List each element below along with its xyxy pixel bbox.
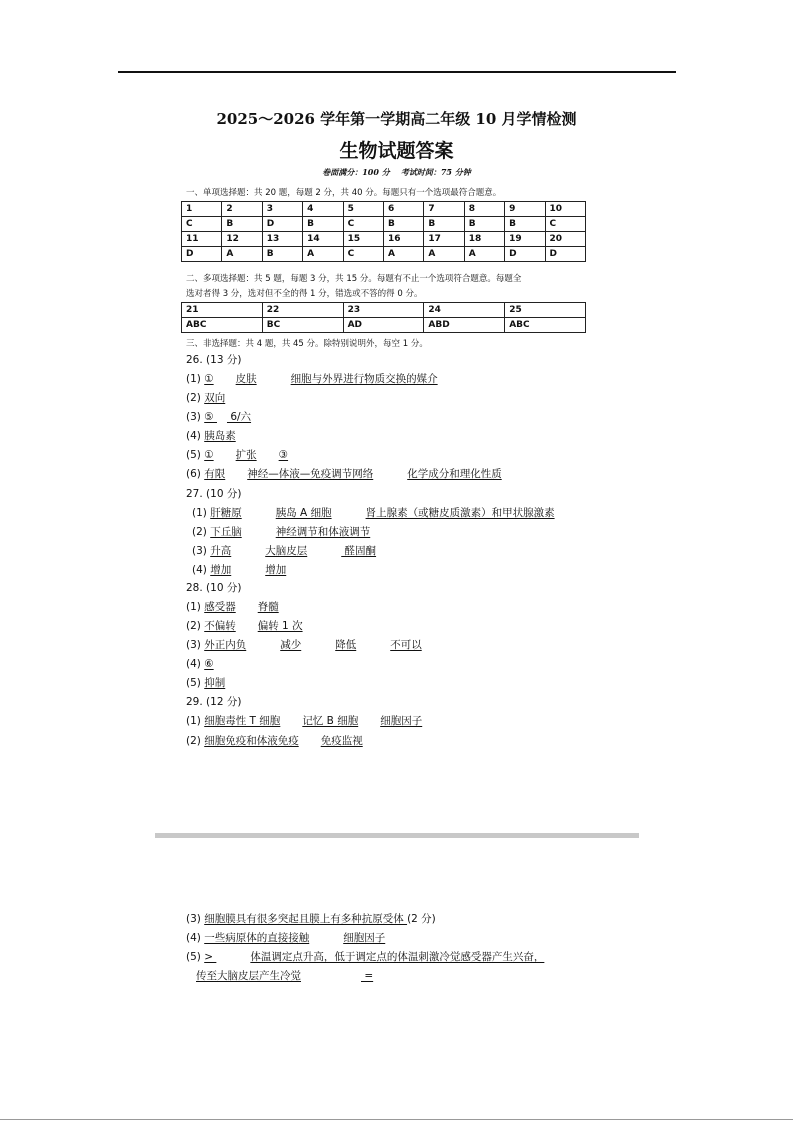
item-num: (2) bbox=[192, 526, 211, 538]
answer-blank: 脊髓 bbox=[257, 601, 279, 613]
table-cell: B bbox=[383, 217, 423, 232]
table-row bbox=[182, 247, 586, 262]
table-cell: 5 bbox=[343, 202, 383, 217]
table-cell: D bbox=[262, 217, 302, 232]
answer-title: 生物试题答案 bbox=[339, 140, 454, 162]
item-num: (6) bbox=[186, 468, 205, 480]
answer-blank: ③ bbox=[278, 449, 289, 461]
table-cell: 14 bbox=[303, 232, 343, 247]
q26-title: 26. (13 分) bbox=[186, 354, 242, 366]
answer-blank: 增加 bbox=[265, 564, 287, 576]
answer-blank: 化学成分和理化性质 bbox=[407, 468, 502, 480]
table-cell: B bbox=[303, 217, 343, 232]
table-cell: B bbox=[424, 217, 464, 232]
section1-heading: 一、单项选择题：共 20 题，每题 2 分，共 40 分。每题只有一个选项最符合题意。 bbox=[186, 188, 502, 198]
q28-answer-2 bbox=[186, 618, 303, 634]
table-cell: A bbox=[424, 247, 464, 262]
bottom-rule bbox=[0, 1119, 793, 1120]
page-divider bbox=[155, 833, 639, 838]
answer-blank: 不偏转 bbox=[204, 620, 236, 632]
answer-blank: 一些病原体的直接接触 bbox=[204, 932, 310, 944]
answer-blank: 减少 bbox=[280, 639, 302, 651]
table-cell: 10 bbox=[545, 202, 585, 217]
item-num: (5) bbox=[186, 677, 205, 689]
table-cell: 6 bbox=[383, 202, 423, 217]
table-cell: D bbox=[545, 247, 585, 262]
table-cell: 3 bbox=[262, 202, 302, 217]
table-cell: A bbox=[222, 247, 262, 262]
table-cell: 22 bbox=[262, 303, 343, 318]
item-num: (2) bbox=[186, 620, 205, 632]
answer-blank: 降低 bbox=[335, 639, 357, 651]
answer-blank: 胰岛 A 细胞 bbox=[275, 507, 332, 519]
answer-blank: 记忆 B 细胞 bbox=[302, 715, 359, 727]
q28-answer-1 bbox=[186, 599, 279, 615]
q26-answer-5 bbox=[186, 447, 288, 463]
answer-blank: 肝糖原 bbox=[210, 507, 242, 519]
answer-blank: 扩张 bbox=[235, 449, 257, 461]
answer-blank: 肾上腺素（或糖皮质激素）和甲状腺激素 bbox=[365, 507, 555, 519]
single-choice-table bbox=[181, 201, 586, 262]
item-num: (3) bbox=[186, 639, 205, 651]
table-row bbox=[182, 303, 586, 318]
table-cell: 23 bbox=[343, 303, 424, 318]
top-rule bbox=[118, 71, 676, 73]
q29-answer-3 bbox=[186, 911, 436, 927]
q26-answer-3 bbox=[186, 409, 251, 425]
answer-blank: 醛固酮 bbox=[341, 545, 377, 557]
q27-answer-3 bbox=[192, 543, 376, 559]
q28-answer-4 bbox=[186, 656, 214, 672]
table-cell: B bbox=[464, 217, 504, 232]
answer-blank: 细胞免疫和体液免疫 bbox=[204, 735, 299, 747]
item-num: (3) bbox=[192, 545, 211, 557]
q27-answer-2 bbox=[192, 524, 370, 540]
answer-blank: 神经调节和体液调节 bbox=[275, 526, 371, 538]
section2-heading-line1: 二、多项选择题：共 5 题，每题 3 分，共 15 分。每题有不止一个选项符合题意。每题全 bbox=[186, 274, 522, 284]
table-cell: A bbox=[303, 247, 343, 262]
table-cell: 8 bbox=[464, 202, 504, 217]
item-num: (4) bbox=[186, 932, 205, 944]
table-cell: 25 bbox=[505, 303, 586, 318]
table-cell: ABC bbox=[505, 318, 586, 333]
q29-answer-1 bbox=[186, 713, 422, 729]
answer-blank: 偏转 1 次 bbox=[257, 620, 303, 632]
item-num: (1) bbox=[186, 715, 205, 727]
answer-blank: = bbox=[361, 970, 374, 982]
answer-blank: 抑制 bbox=[204, 677, 226, 689]
answer-blank: ① bbox=[204, 449, 214, 461]
item-num: (2) bbox=[186, 735, 205, 747]
item-num: (5) bbox=[186, 449, 205, 461]
table-cell: ABC bbox=[182, 318, 263, 333]
table-cell: C bbox=[182, 217, 222, 232]
item-num: (1) bbox=[186, 373, 205, 385]
section3-heading: 三、非选择题：共 4 题，共 45 分。除特别说明外，每空 1 分。 bbox=[186, 339, 428, 349]
table-cell: B bbox=[222, 217, 262, 232]
q29-answer-4 bbox=[186, 930, 385, 946]
answer-blank: ⑤ bbox=[204, 411, 217, 423]
answer-blank: 不可以 bbox=[390, 639, 422, 651]
answer-blank: 免疫监视 bbox=[320, 735, 363, 747]
answer-blank: 大脑皮层 bbox=[265, 545, 308, 557]
item-num: (5) bbox=[186, 951, 205, 963]
table-cell: 7 bbox=[424, 202, 464, 217]
item-num: (3) bbox=[186, 913, 205, 925]
table-cell: 16 bbox=[383, 232, 423, 247]
table-cell: A bbox=[464, 247, 504, 262]
answer-blank: 细胞因子 bbox=[343, 932, 386, 944]
answer-blank: ⑥ bbox=[204, 658, 214, 670]
exam-meta: 卷面满分：100 分 考试时间：75 分钟 bbox=[322, 167, 471, 177]
answer-blank: 升高 bbox=[210, 545, 232, 557]
table-cell: C bbox=[545, 217, 585, 232]
answer-blank: 胰岛素 bbox=[204, 430, 236, 442]
table-cell: 15 bbox=[343, 232, 383, 247]
q29-answer-2 bbox=[186, 733, 363, 749]
item-num: (1) bbox=[192, 507, 211, 519]
item-num: (3) bbox=[186, 411, 205, 423]
table-cell: B bbox=[505, 217, 545, 232]
q27-title: 27. (10 分) bbox=[186, 488, 242, 500]
answer-blank: 6/六 bbox=[226, 411, 252, 423]
answer-blank: ① bbox=[204, 373, 214, 385]
table-cell: BC bbox=[262, 318, 343, 333]
item-num: (4) bbox=[192, 564, 211, 576]
table-cell: 2 bbox=[222, 202, 262, 217]
table-cell: 20 bbox=[545, 232, 585, 247]
multi-choice-table bbox=[181, 302, 586, 333]
q26-answer-6 bbox=[186, 466, 502, 482]
q26-answer-2 bbox=[186, 390, 225, 406]
answer-blank: 外正内负 bbox=[204, 639, 247, 651]
answer-blank: 神经—体液—免疫调节网络 bbox=[247, 468, 374, 480]
table-cell: 4 bbox=[303, 202, 343, 217]
table-cell: A bbox=[383, 247, 423, 262]
table-cell: 13 bbox=[262, 232, 302, 247]
q28-answer-3 bbox=[186, 637, 422, 653]
table-cell: 11 bbox=[182, 232, 222, 247]
answer-blank: 皮肤 bbox=[235, 373, 257, 385]
answer-blank: 下丘脑 bbox=[210, 526, 242, 538]
table-cell: D bbox=[182, 247, 222, 262]
answer-blank: 感受器 bbox=[204, 601, 236, 613]
answer-blank: 增加 bbox=[210, 564, 232, 576]
q26-answer-4 bbox=[186, 428, 236, 444]
section2-heading-line2: 选对者得 3 分，选对但不全的得 1 分，错选或不答的得 0 分。 bbox=[186, 289, 423, 299]
q27-answer-4 bbox=[192, 562, 286, 578]
table-cell: ABD bbox=[424, 318, 505, 333]
answer-blank: > bbox=[204, 951, 217, 963]
table-cell: C bbox=[343, 217, 383, 232]
table-cell: 1 bbox=[182, 202, 222, 217]
table-row bbox=[182, 232, 586, 247]
q27-answer-1 bbox=[192, 505, 555, 521]
table-cell: 12 bbox=[222, 232, 262, 247]
table-cell: 17 bbox=[424, 232, 464, 247]
q29-title: 29. (12 分) bbox=[186, 696, 242, 708]
item-num: (1) bbox=[186, 601, 205, 613]
points-note: (2 分) bbox=[407, 913, 436, 925]
answer-blank: 细胞膜具有很多突起且膜上有多种抗原受体 bbox=[204, 913, 408, 925]
q28-answer-5 bbox=[186, 675, 225, 691]
item-num: (2) bbox=[186, 392, 205, 404]
table-row bbox=[182, 202, 586, 217]
answer-blank: 传至大脑皮层产生冷觉 bbox=[196, 970, 301, 982]
answer-blank: 细胞因子 bbox=[380, 715, 423, 727]
table-cell: 18 bbox=[464, 232, 504, 247]
answer-blank: 双向 bbox=[204, 392, 226, 404]
item-num: (4) bbox=[186, 658, 205, 670]
exam-title: 2025～2026 学年第一学期高二年级 10 月学情检测 bbox=[216, 110, 577, 128]
table-row bbox=[182, 318, 586, 333]
table-row bbox=[182, 217, 586, 232]
answer-blank: 细胞与外界进行物质交换的媒介 bbox=[290, 373, 438, 385]
q29-answer-5 bbox=[186, 949, 544, 965]
table-cell: C bbox=[343, 247, 383, 262]
answer-blank: 体温调定点升高，低于调定点的体温刺激冷觉感受器产生兴奋， bbox=[250, 951, 545, 963]
table-cell: 24 bbox=[424, 303, 505, 318]
table-cell: AD bbox=[343, 318, 424, 333]
answer-blank: 有限 bbox=[204, 468, 226, 480]
item-num: (4) bbox=[186, 430, 205, 442]
table-cell: D bbox=[505, 247, 545, 262]
table-cell: 21 bbox=[182, 303, 263, 318]
table-cell: B bbox=[262, 247, 302, 262]
table-cell: 9 bbox=[505, 202, 545, 217]
table-cell: 19 bbox=[505, 232, 545, 247]
q26-answer-1 bbox=[186, 371, 438, 387]
q28-title: 28. (10 分) bbox=[186, 582, 242, 594]
q29-answer-5-cont bbox=[196, 968, 373, 984]
answer-blank: 细胞毒性 T 细胞 bbox=[204, 715, 281, 727]
